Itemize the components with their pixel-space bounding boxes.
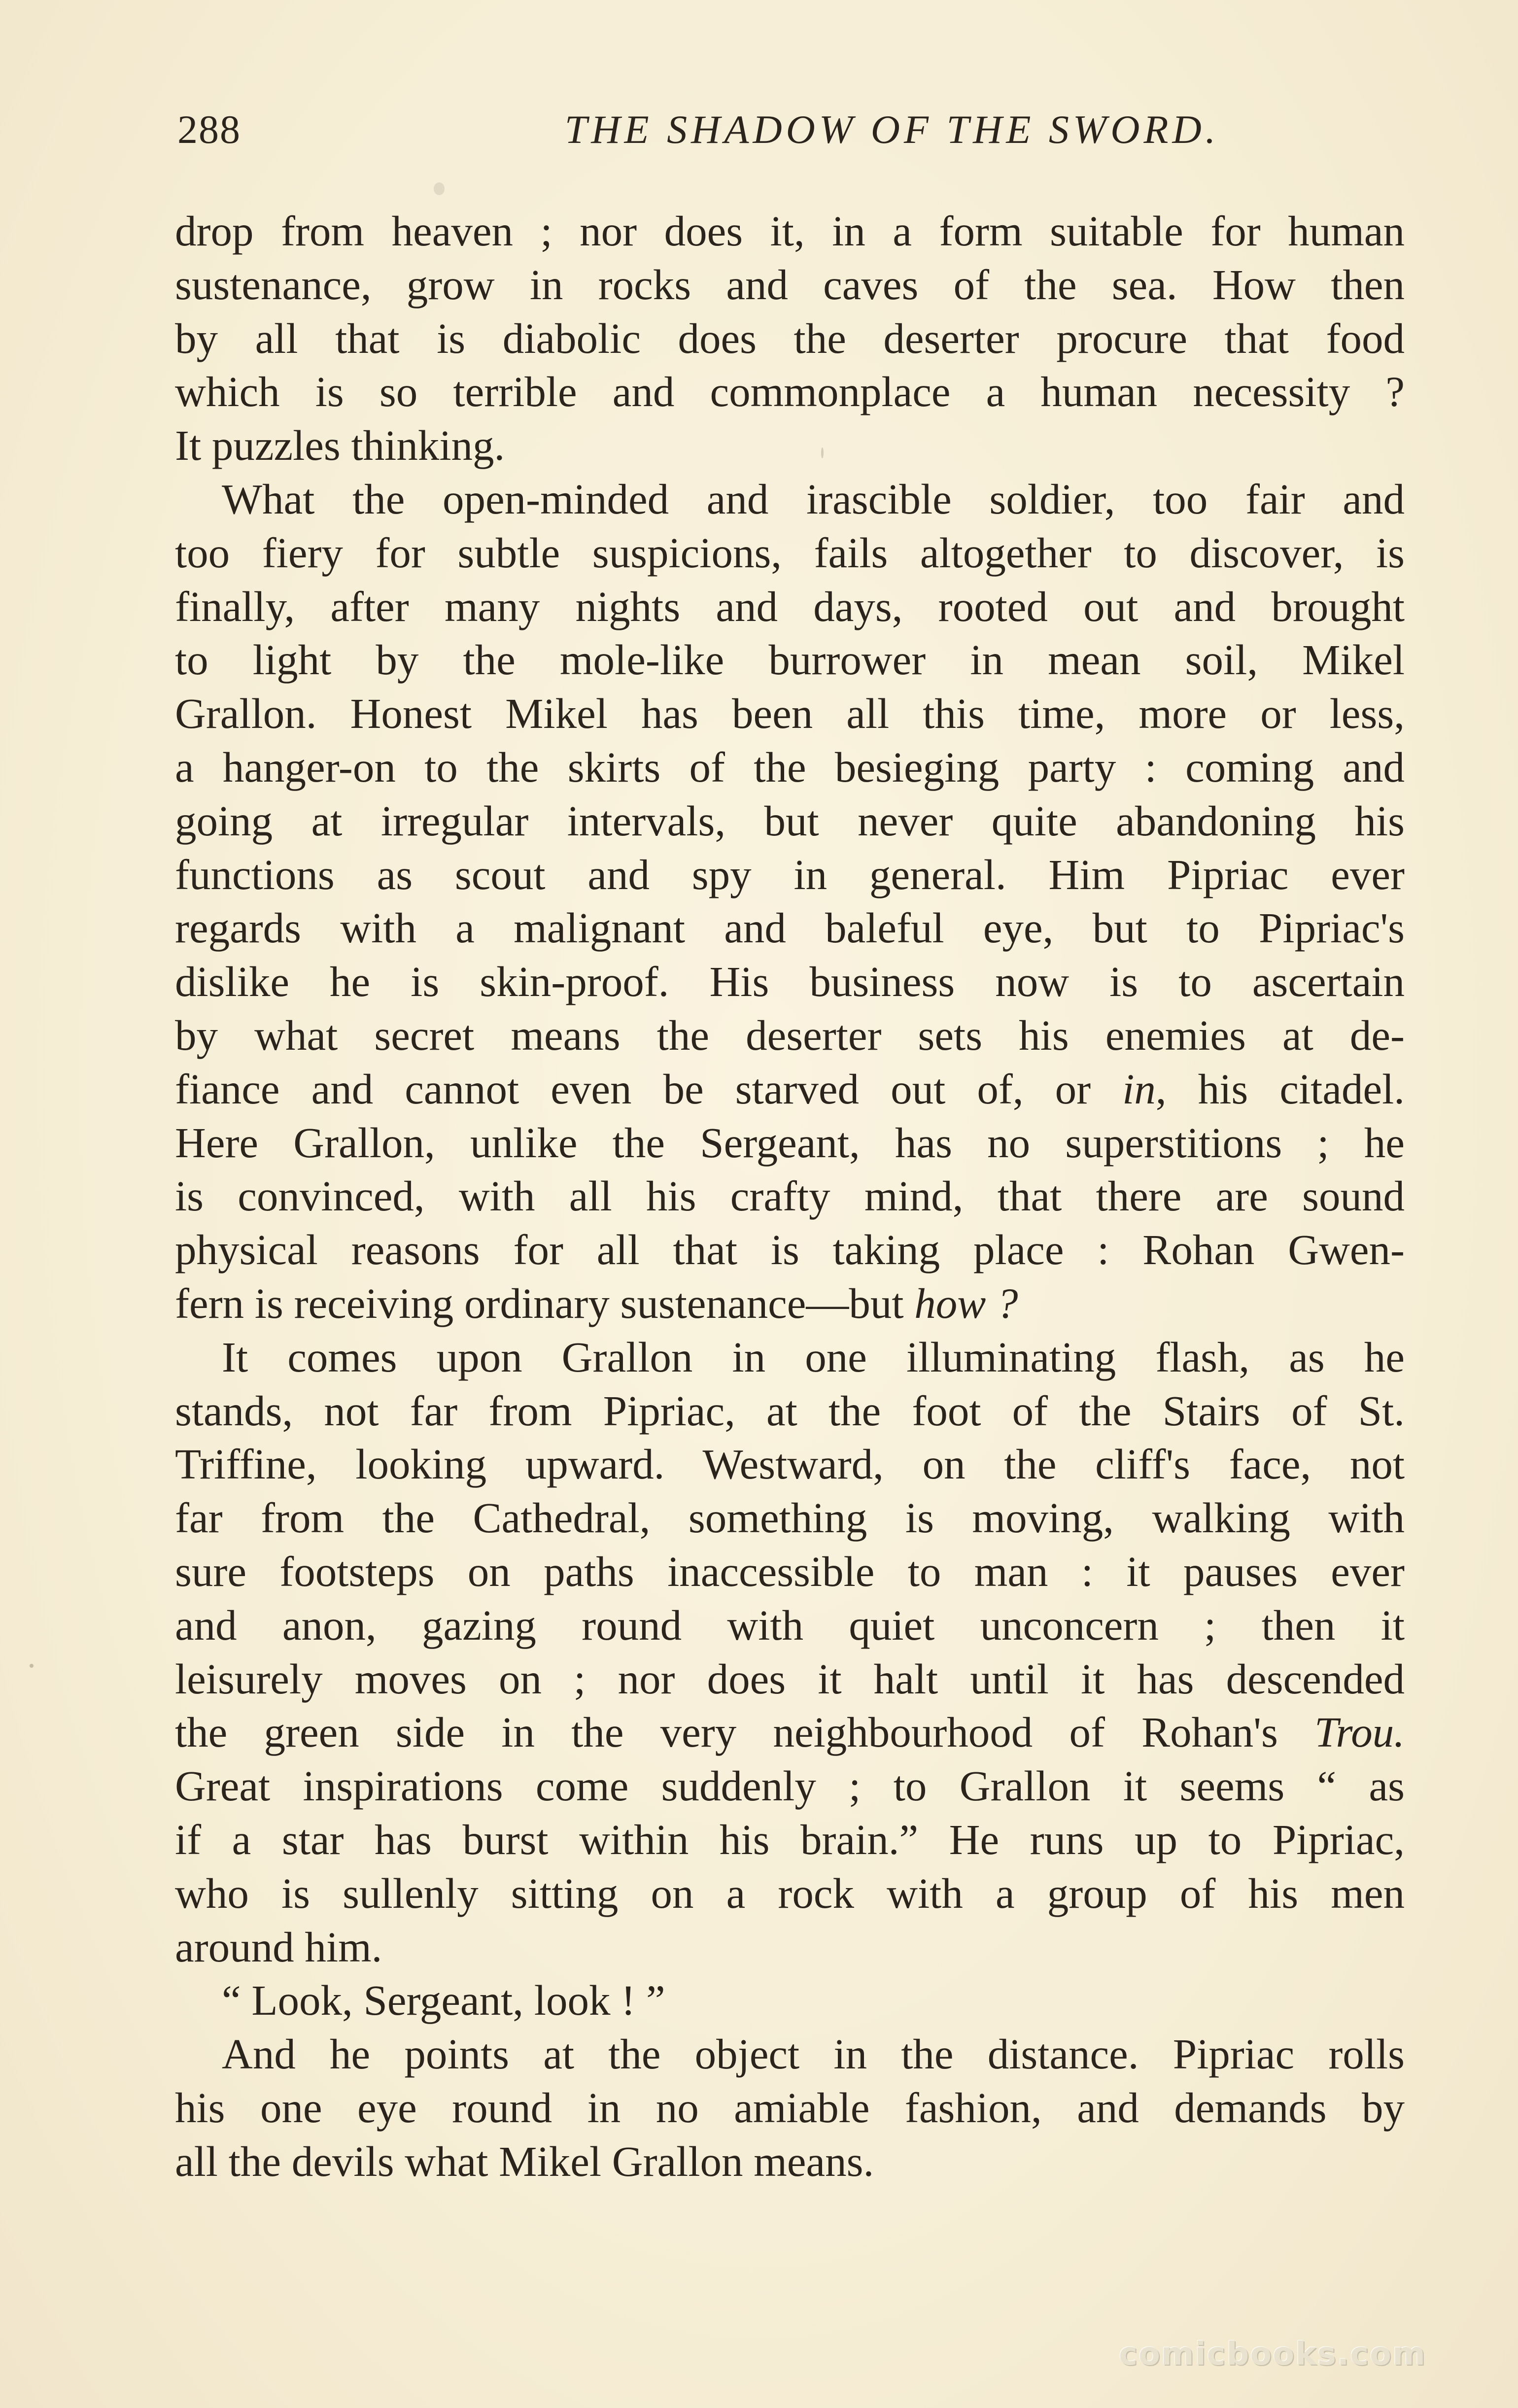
paper-speck — [821, 447, 824, 458]
text-line: if a star has burst within his brain.” He runs up to Pipriac, — [175, 1815, 1405, 1863]
text-line: sustenance, grow in rocks and caves of the sea. How then — [175, 260, 1405, 309]
text-line: all the devils what Mikel Grallon means. — [175, 2137, 874, 2185]
text-line: sure footsteps on paths inaccessible to man : it pauses ever — [175, 1547, 1405, 1595]
watermark: comicbooks.com — [1119, 2336, 1426, 2373]
text-line: around him. — [175, 1923, 382, 1971]
paper-speck — [30, 1664, 34, 1668]
running-title: THE SHADOW OF THE SWORD. — [564, 107, 1220, 152]
text-line: far from the Cathedral, something is moving, walking with — [175, 1494, 1405, 1542]
text-line: his one eye round in no amiable fashion, and demands by — [175, 2083, 1405, 2132]
text-line: It puzzles thinking. — [175, 421, 505, 470]
text-line: Triffine, looking upward. Westward, on the cliff's face, not — [175, 1440, 1405, 1488]
body-text — [175, 205, 1405, 2188]
text-line: Here Grallon, unlike the Sergeant, has no superstitions ; he — [175, 1118, 1405, 1167]
text-line: dislike he is skin-proof. His business now is to ascertain — [175, 958, 1405, 1006]
text-line: stands, not far from Pipriac, at the foot of the Stairs of St. — [175, 1386, 1405, 1435]
text-line: And he points at the object in the distance. Pipriac rolls — [222, 2030, 1405, 2078]
text-line: and anon, gazing round with quiet unconcern ; then it — [175, 1601, 1405, 1649]
text-line: too fiery for subtle suspicions, fails altogether to discover, is — [175, 528, 1405, 577]
text-line: who is sullenly sitting on a rock with a group of his men — [175, 1869, 1405, 1917]
text-line: “ Look, Sergeant, look ! ” — [222, 1976, 665, 2025]
page-number: 288 — [177, 107, 241, 152]
text-line: It comes upon Grallon in one illuminating flash, as he — [222, 1333, 1405, 1381]
text-line: functions as scout and spy in general. Him Pipriac ever — [175, 850, 1405, 898]
text-line: by all that is diabolic does the deserter procure that food — [175, 314, 1405, 362]
text-line: is convinced, with all his crafty mind, that there are sound — [175, 1172, 1405, 1220]
text-line: the green side in the very neighbourhood of Rohan's Trou. — [175, 1708, 1405, 1756]
text-line: which is so terrible and commonplace a human necessity ? — [175, 368, 1405, 416]
text-line: Great inspirations come suddenly ; to Grallon it seems “ as — [175, 1762, 1405, 1810]
text-line: by what secret means the deserter sets his enemies at de- — [175, 1011, 1405, 1059]
paper-speck — [1301, 1419, 1304, 1422]
text-line: What the open-minded and irascible soldier, too fair and — [222, 475, 1405, 523]
text-line: going at irregular intervals, but never quite abandoning his — [175, 796, 1405, 845]
page-header — [177, 103, 1410, 157]
text-line: Grallon. Honest Mikel has been all this time, more or less, — [175, 689, 1405, 738]
text-line: to light by the mole-like burrower in mean soil, Mikel — [175, 636, 1405, 684]
text-line: physical reasons for all that is taking place : Rohan Gwen- — [175, 1226, 1405, 1274]
text-line: fiance and cannot even be starved out of, or in, his citadel. — [175, 1065, 1405, 1113]
text-line: finally, after many nights and days, rooted out and brought — [175, 582, 1405, 630]
text-line: fern is receiving ordinary sustenance—but how ? — [175, 1279, 1018, 1327]
text-line: drop from heaven ; nor does it, in a form suitable for human — [175, 207, 1405, 255]
text-line: regards with a malignant and baleful eye, but to Pipriac's — [175, 904, 1405, 952]
paper-speck — [434, 182, 445, 195]
text-line: leisurely moves on ; nor does it halt until it has descended — [175, 1654, 1405, 1703]
text-line: a hanger-on to the skirts of the besieging party : coming and — [175, 743, 1405, 791]
